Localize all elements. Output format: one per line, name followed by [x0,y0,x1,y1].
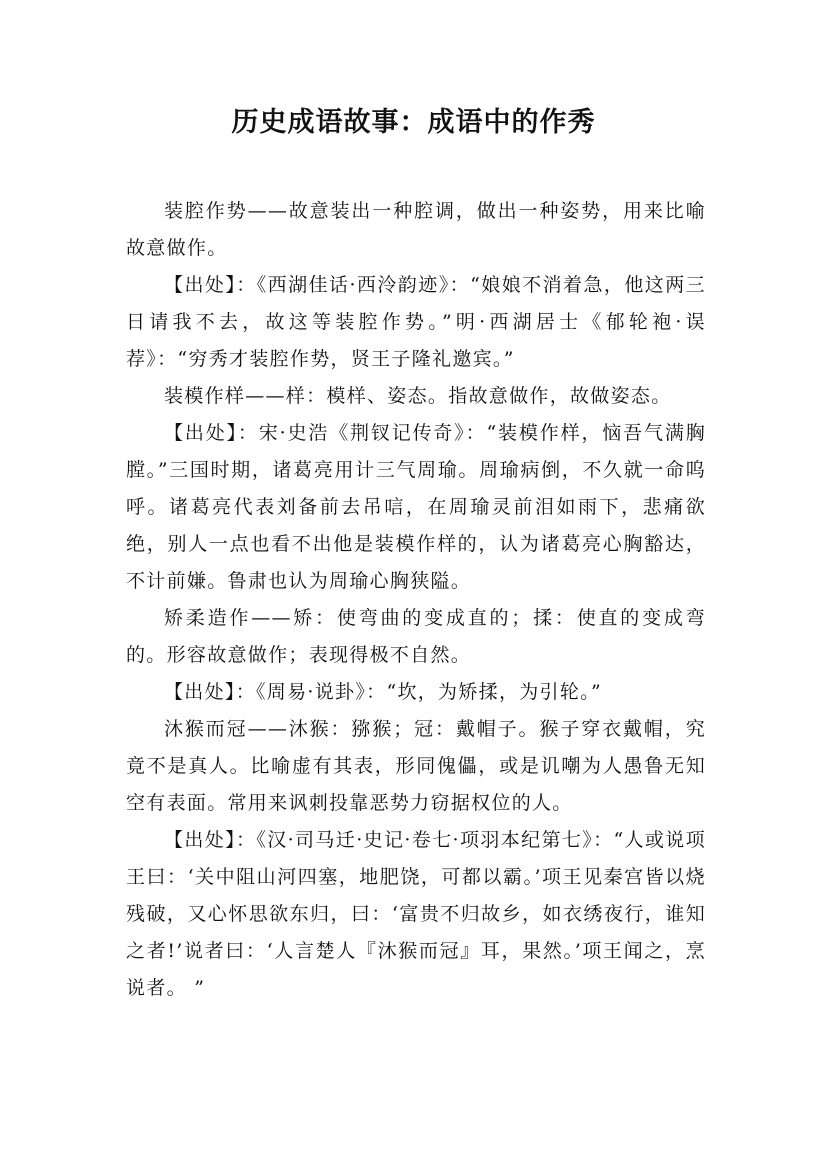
page-title: 历史成语故事：成语中的作秀 [231,107,596,138]
article-body [126,193,706,1007]
paragraph-jiaorou-source: 【出处】：《周易·说卦》：“坎，为矫揉，为引轮。” [164,681,602,703]
paragraph-zhuangqiang-definition: 装腔作势——故意装出一种腔调，做出一种姿势，用来比喻故意做作。 [126,200,706,259]
paragraph-zhuangmo-definition: 装模作样——样：模样、姿态。指故意做作，故做姿态。 [164,385,672,407]
paragraph-muhou-source: 【出处】：《汉·司马迁·史记·卷七·项羽本纪第七》：“人或说项王曰：‘关中阻山河四塞，地肥饶，可都以霸。’项王见秦宫皆以烧残破，又心怀思欲东归，曰：‘富贵不归故乡，如衣绣夜行，谁知之者!’说者曰：‘人言楚人『沐猴而冠』耳，果然。’项王闻之，烹说者。 ” [126,829,706,999]
paragraph-zhuangqiang-source: 【出处】：《西湖佳话·西泠韵迹》：“娘娘不消着急，他这两三日请我不去，故这等装腔作势。”明·西湖居士《郁轮袍·误荐》：“穷秀才装腔作势，贤王子隆礼邀宾。” [126,274,706,370]
paragraph-jiaorou-definition: 矫柔造作——矫：使弯曲的变成直的；揉：使直的变成弯的。形容故意做作；表现得极不自然。 [126,607,706,666]
paragraph-zhuangmo-source: 【出处】：宋·史浩《荆钗记传奇》：“装模作样，恼吾气满胸膛。”三国时期，诸葛亮用计三气周瑜。周瑜病倒，不久就一命呜呼。诸葛亮代表刘备前去吊唁，在周瑜灵前泪如雨下，悲痛欲绝，别人一点也看不出他是装模作样的，认为诸葛亮心胸豁达，不计前嫌。鲁肃也认为周瑜心胸狭隘。 [126,422,706,592]
paragraph-muhou-definition: 沐猴而冠——沐猴：猕猴；冠：戴帽子。猴子穿衣戴帽，究竟不是真人。比喻虚有其表，形同傀儡，或是讥嘲为人愚鲁无知空有表面。常用来讽刺投靠恶势力窃据权位的人。 [126,718,706,814]
